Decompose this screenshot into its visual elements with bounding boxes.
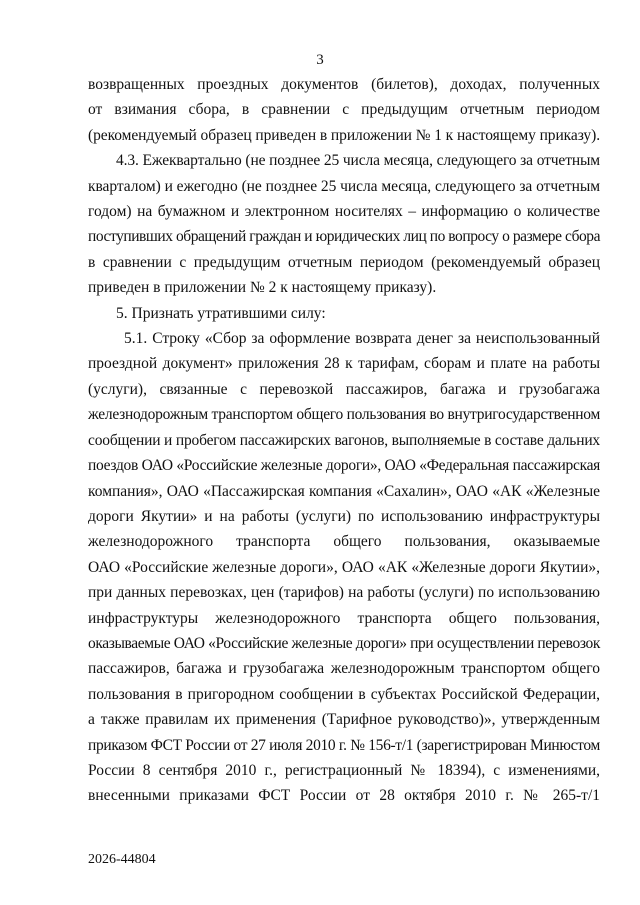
text-line: ОАО «Российские железные дороги», ОАО «АК «Железные дороги Якутии», bbox=[88, 558, 600, 576]
text-line: приказом ФСТ России от 27 июля 2010 г. № 156-т/1 (зарегистрирован Минюстом bbox=[88, 736, 600, 754]
document-id: 2026-44804 bbox=[88, 852, 156, 867]
text-line: инфраструктуры железнодорожного транспорта общего пользования, bbox=[88, 609, 600, 627]
paragraph-4-3-start: 4.3. Ежеквартально (не позднее 25 числа месяца, следующего за отчетным bbox=[116, 152, 600, 170]
text-line: внесенными приказами ФСТ России от 28 октября 2010 г. № 265-т/1 bbox=[88, 787, 600, 805]
text-line: годом) на бумажном и электронном носителях – информацию о количестве bbox=[88, 203, 600, 221]
paragraph-5-1-start: 5.1. Строку «Сбор за оформление возврата денег за неиспользованный bbox=[124, 330, 600, 348]
text-line: сообщении и пробегом пассажирских вагонов, выполняемые в составе дальних bbox=[88, 431, 600, 449]
document-body bbox=[88, 72, 600, 809]
text-line: при данных перевозках, цен (тарифов) на работы (услуги) по использованию bbox=[88, 584, 600, 602]
text-line: (рекомендуемый образец приведен в приложении № 1 к настоящему приказу). bbox=[88, 126, 600, 144]
text-line: компания», ОАО «Пассажирская компания «Сахалин», ОАО «АК «Железные bbox=[88, 482, 600, 500]
text-line: оказываемые ОАО «Российские железные дороги» при осуществлении перевозок bbox=[88, 634, 600, 652]
text-line: от взимания сбора, в сравнении с предыдущим отчетным периодом bbox=[88, 101, 600, 119]
text-line: поездов ОАО «Российские железные дороги», ОАО «Федеральная пассажирская bbox=[88, 457, 600, 475]
text-line: пассажиров, багажа и грузобагажа железнодорожным транспортом общего bbox=[88, 660, 600, 678]
text-line: кварталом) и ежегодно (не позднее 25 числа месяца, следующего за отчетным bbox=[88, 177, 601, 195]
text-line: пользования в пригородном сообщении в субъектах Российской Федерации, bbox=[88, 685, 600, 703]
text-line: в сравнении с предыдущим отчетным периодом (рекомендуемый образец bbox=[88, 253, 600, 271]
text-line: приведен в приложении № 2 к настоящему приказу). bbox=[88, 279, 437, 297]
text-line: возвращенных проездных документов (билетов), доходах, полученных bbox=[88, 76, 600, 93]
page-number: 3 bbox=[316, 52, 324, 68]
text-line: железнодорожным транспортом общего пользования во внутригосударственном bbox=[88, 406, 600, 424]
text-line: проездной документ» приложения 28 к тарифам, сборам и плате на работы bbox=[88, 355, 600, 373]
text-line: дороги Якутии» и на работы (услуги) по использованию инфраструктуры bbox=[88, 507, 600, 525]
text-line: а также правилам их применения (Тарифное руководство)», утвержденным bbox=[88, 711, 600, 729]
section-5-heading: 5. Признать утратившими силу: bbox=[116, 304, 326, 322]
text-line: железнодорожного транспорта общего пользования, оказываемые bbox=[88, 533, 600, 551]
text-line: поступивших обращений граждан и юридических лиц по вопросу о размере сбора bbox=[88, 228, 601, 246]
text-line: России 8 сентября 2010 г., регистрационный № 18394), с изменениями, bbox=[88, 761, 600, 779]
text-line: (услуги), связанные с перевозкой пассажиров, багажа и грузобагажа bbox=[88, 380, 600, 398]
